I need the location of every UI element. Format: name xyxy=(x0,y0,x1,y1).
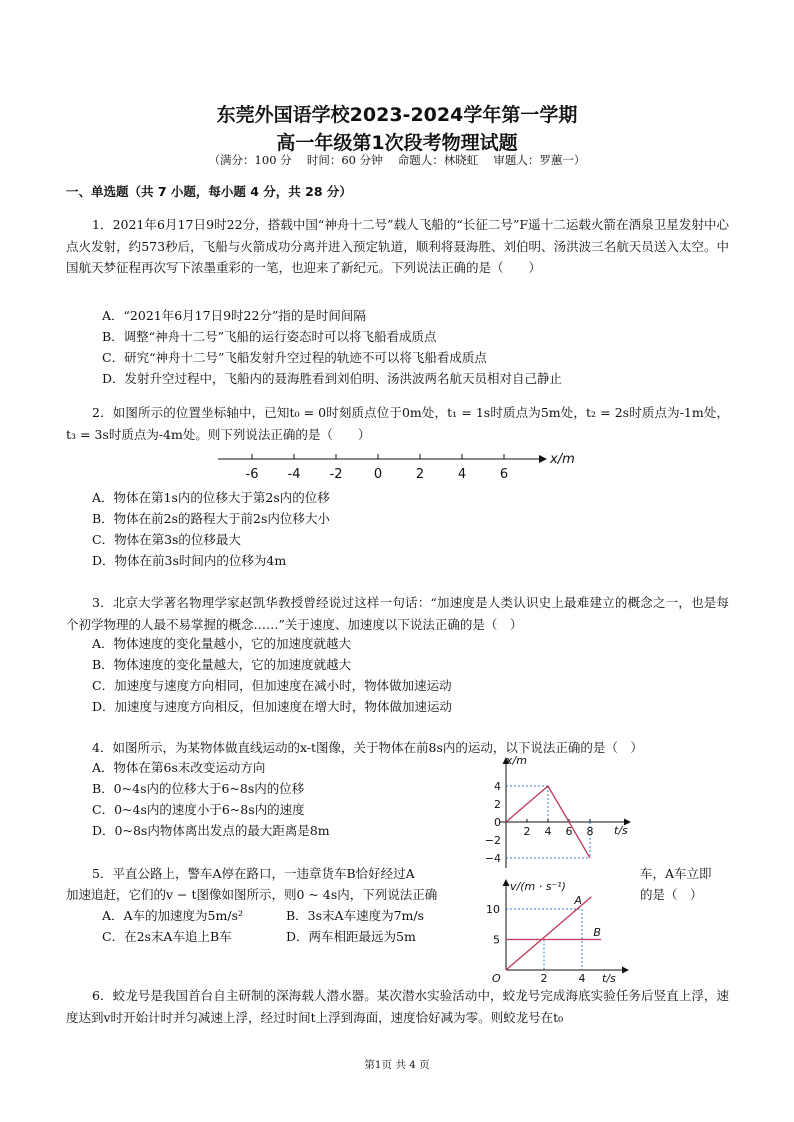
v-t-x-label: t/s xyxy=(602,972,616,984)
question-2-stem: 2．如图所示的位置坐标轴中，已知t₀ = 0时刻质点位于0m处，t₁ = 1s时质点为5m处，t₂ = 2s时质点为-1m处，t₃ = 3s时质点为-4m处。则下列说法正确的是（ ） xyxy=(66,405,729,442)
question-1-stem: 1．2021年6月17日9时22分，搭载中国“神舟十二号”载人飞船的“长征二号”F遥十二运载火箭在酒泉卫星发射中心点火发射，约573秒后，飞船与火箭成功分离并进入预定轨道，顺利将聂海胜、刘伯明、汤洪波三名航天员送入太空。中国航天梦征程再次写下浓墨重彩的一笔，也迎来了新纪元。下列说法正确的是（ ） xyxy=(66,217,729,275)
question-5-option-a: A．A车的加速度为5m/s² xyxy=(102,908,243,923)
question-1-option-b: B．调整“神舟十二号”飞船的运行姿态时可以将飞船看成质点 xyxy=(102,329,437,344)
question-5-stem-line2-right: 的是（ ） xyxy=(640,887,703,902)
section-title: 一、单选题（共 7 小题，每小题 4 分，共 28 分） xyxy=(66,184,352,199)
question-2-option-b: B．物体在前2s的路程大于前2s内位移大小 xyxy=(92,511,330,526)
x-t-x-tick-label: 4 xyxy=(544,825,552,838)
v-t-y-tick-label: 5 xyxy=(493,933,500,947)
exam-title-line1: 东莞外国语学校2023-2024学年第一学期 xyxy=(216,104,578,126)
position-axis-tick-label: 6 xyxy=(499,467,509,482)
question-4-option-a: A．物体在第6s末改变运动方向 xyxy=(92,760,266,775)
question-2-option-c: C．物体在第3s的位移最大 xyxy=(92,532,241,547)
question-1-option-d: D．发射升空过程中，飞船内的聂海胜看到刘伯明、汤洪波两名航天员相对自己静止 xyxy=(102,371,563,386)
position-axis-label: x/m xyxy=(550,452,575,467)
question-3-option-a: A．物体速度的变化量越小，它的加速度就越大 xyxy=(92,636,352,651)
page-footer: 第1页 共 4 页 xyxy=(364,1059,430,1071)
x-t-x-label: t/s xyxy=(614,824,628,837)
question-4-option-b: B．0~4s内的位移大于6~8s内的位移 xyxy=(92,781,305,796)
v-t-y-label: v/(m · s⁻¹) xyxy=(510,880,566,893)
x-t-y-tick-label: −2 xyxy=(484,834,501,847)
question-3-stem: 3．北京大学著名物理学家赵凯华教授曾经说过这样一句话：“加速度是人类认识史上最难建立的概念之一，也是每个初学物理的人最不易掌握的概念……”关于速度、加速度以下说法正确的是（ ） xyxy=(66,595,729,632)
v-t-series-b-label: B xyxy=(593,925,601,939)
x-t-y-tick-label: 2 xyxy=(494,798,501,811)
question-4-stem: 4．如图所示，为某物体做直线运动的x-t图像，关于物体在前8s内的运动，以下说法正确的是（ ） xyxy=(92,740,643,755)
question-5-option-d: D．两车相距最远为5m xyxy=(286,929,416,944)
v-t-y-tick-label: 10 xyxy=(486,903,500,916)
question-2-option-d: D．物体在前3s时间内的位移为4m xyxy=(92,553,287,568)
question-2-option-a: A．物体在第1s内的位移大于第2s内的位移 xyxy=(92,490,330,505)
question-5-option-b: B．3s末A车速度为7m/s xyxy=(286,908,425,923)
exam-title-line2: 高一年级第1次段考物理试题 xyxy=(276,132,518,154)
question-5-stem-line1-left: 5．平直公路上，警车A停在路口，一违章货车B恰好经过A xyxy=(92,866,415,881)
v-t-series-a-label: A xyxy=(574,894,582,908)
question-5-option-c: C．在2s末A车追上B车 xyxy=(102,929,232,944)
x-t-y-label: x/m xyxy=(506,754,527,767)
x-t-x-tick-label: 2 xyxy=(523,825,531,838)
position-axis-tick-label: 2 xyxy=(415,467,425,482)
v-t-series-a-line xyxy=(506,897,592,970)
question-5-stem-line1-right: 车，A车立即 xyxy=(640,866,712,881)
v-t-x-tick-label: 2 xyxy=(540,972,548,984)
question-3-option-c: C．加速度与速度方向相同，但加速度在减小时，物体做加速运动 xyxy=(92,678,452,693)
x-t-y-tick-label: −4 xyxy=(484,852,501,865)
question-1-option-c: C．研究“神舟十二号”飞船发射升空过程的轨迹不可以将飞船看成质点 xyxy=(102,350,487,365)
question-5-stem-line2-left: 加速追赶，它们的v − t图像如图所示，则0 ~ 4s内，下列说法正确 xyxy=(66,887,438,902)
position-axis-tick-label: 0 xyxy=(373,467,383,482)
v-t-origin-label: O xyxy=(492,972,501,984)
position-axis-tick-label: 4 xyxy=(457,467,467,482)
v-t-graph xyxy=(480,876,640,984)
position-axis-tick-label: -6 xyxy=(245,467,259,482)
v-t-x-tick-label: 4 xyxy=(578,972,586,984)
x-t-x-tick-label: 8 xyxy=(586,825,594,838)
question-3-option-b: B．物体速度的变化量越大，它的加速度就越大 xyxy=(92,657,352,672)
position-axis-tick-label: -4 xyxy=(287,467,301,482)
question-1-option-a: A．“2021年6月17日9时22分”指的是时间间隔 xyxy=(102,308,366,323)
question-6-stem: 6．蛟龙号是我国首台自主研制的深海载人潜水器。某次潜水实验活动中，蛟龙号完成海底实验任务后竖直上浮，速度达到v时开始计时并匀减速上浮，经过时间t上浮到海面，速度恰好减为零。则蛟龙号在t₀ xyxy=(66,988,729,1025)
question-4-option-c: C．0~4s内的速度小于6~8s内的速度 xyxy=(92,802,305,817)
position-axis-figure xyxy=(210,448,590,482)
position-axis-tick-label: -2 xyxy=(329,467,343,482)
question-4-option-d: D．0~8s内物体离出发点的最大距离是8m xyxy=(92,823,330,838)
exam-meta: （满分：100 分 时间：60 分钟 命题人：林晓虹 审题人：罗蕙一） xyxy=(208,153,586,167)
x-t-x-tick-label: 6 xyxy=(565,825,573,838)
question-3-option-d: D．加速度与速度方向相反，但加速度在增大时，物体做加速运动 xyxy=(92,699,453,714)
x-t-y-tick-label: 4 xyxy=(494,780,501,793)
x-t-y-tick-label: 0 xyxy=(494,816,501,829)
x-t-graph xyxy=(470,752,640,870)
